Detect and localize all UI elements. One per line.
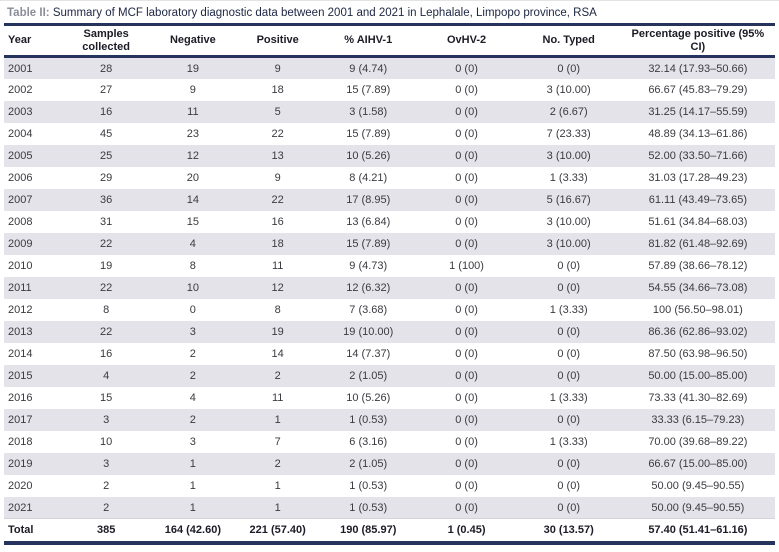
table-cell: 3 xyxy=(103,413,110,426)
table-cell: 7 xyxy=(274,435,281,448)
table-row xyxy=(4,211,775,233)
table-cell: 1 (3.33) xyxy=(549,303,588,316)
column-header: Negative xyxy=(150,26,235,57)
table-cell: 18 xyxy=(271,237,284,250)
table-cell: 20 xyxy=(186,171,199,184)
table-cell: 36 xyxy=(100,193,113,206)
table-cell: 0 (0) xyxy=(455,281,478,294)
table-cell: 19 xyxy=(271,325,284,338)
table-cell: 25 xyxy=(100,149,113,162)
column-header: Samples collected xyxy=(62,26,151,57)
total-cell: 221 (57.40) xyxy=(235,519,320,540)
table-cell: 1 xyxy=(189,457,196,470)
table-cell: 2007 xyxy=(8,193,33,206)
column-header: Percentage positive (95% CI) xyxy=(621,26,775,57)
table-cell: 2003 xyxy=(8,105,33,118)
table-cell: 0 (0) xyxy=(455,149,478,162)
table-cell: 1 (3.33) xyxy=(549,391,588,404)
table-cell: 50.00 (15.00–85.00) xyxy=(648,369,748,382)
table-cell: 70.00 (39.68–89.22) xyxy=(648,435,748,448)
table-cell: 2 xyxy=(103,501,110,514)
table-row xyxy=(4,167,775,189)
table-cell: 2 (1.05) xyxy=(349,457,388,470)
table-cell: 2001 xyxy=(8,62,33,75)
table-cell: 12 (6.32) xyxy=(346,281,391,294)
table-cell: 22 xyxy=(100,237,113,250)
divider-bottom xyxy=(4,541,775,545)
table-row xyxy=(4,101,775,123)
table-cell: 11 xyxy=(271,391,284,404)
table-cell: 7 (23.33) xyxy=(546,127,591,140)
table-cell: 0 (0) xyxy=(557,62,580,75)
table-row xyxy=(4,409,775,431)
table-cell: 4 xyxy=(189,391,196,404)
table-cell: 9 (4.73) xyxy=(349,259,388,272)
total-cell: 190 (85.97) xyxy=(320,519,416,540)
table-cell: 8 xyxy=(274,303,281,316)
table-cell: 17 (8.95) xyxy=(346,193,391,206)
table-cell: 29 xyxy=(100,171,113,184)
table-cell: 50.00 (9.45–90.55) xyxy=(651,501,745,514)
table-cell: 1 (3.33) xyxy=(549,435,588,448)
table-cell: 2004 xyxy=(8,127,33,140)
table-row xyxy=(4,233,775,255)
table-title xyxy=(4,1,775,23)
table-cell: 0 (0) xyxy=(455,347,478,360)
table-cell: 2 xyxy=(189,369,196,382)
table-cell: 3 xyxy=(103,457,110,470)
table-cell: 14 xyxy=(186,193,199,206)
table-cell: 5 xyxy=(274,105,281,118)
mcf-data-table xyxy=(4,26,775,540)
table-cell: 5 (16.67) xyxy=(546,193,591,206)
table-cell: 9 xyxy=(274,62,281,75)
table-cell: 0 (0) xyxy=(455,171,478,184)
table-cell: 12 xyxy=(186,149,199,162)
column-header: OvHV-2 xyxy=(416,26,516,57)
table-row xyxy=(4,79,775,101)
total-cell: Total xyxy=(4,519,62,540)
table-cell: 0 (0) xyxy=(557,501,580,514)
table-cell: 51.61 (34.84–68.03) xyxy=(648,215,748,228)
table-cell: 8 xyxy=(103,303,110,316)
table-cell: 0 (0) xyxy=(455,391,478,404)
table-row xyxy=(4,343,775,365)
table-cell: 10 (5.26) xyxy=(346,149,391,162)
table-cell: 2002 xyxy=(8,83,33,96)
table-cell: 1 (0.53) xyxy=(349,501,388,514)
table-cell: 3 (10.00) xyxy=(546,149,591,162)
table-cell: 2020 xyxy=(8,479,33,492)
table-cell: 48.89 (34.13–61.86) xyxy=(648,127,748,140)
table-cell: 22 xyxy=(271,127,284,140)
table-cell: 0 (0) xyxy=(557,259,580,272)
table-cell: 14 (7.37) xyxy=(346,347,391,360)
total-cell: 57.40 (51.41–61.16) xyxy=(621,519,775,540)
table-cell: 0 (0) xyxy=(455,215,478,228)
table-cell: 0 (0) xyxy=(455,325,478,338)
table-cell: 73.33 (41.30–82.69) xyxy=(648,391,748,404)
table-cell: 16 xyxy=(100,347,113,360)
table-cell: 3 (10.00) xyxy=(546,83,591,96)
table-cell: 22 xyxy=(100,281,113,294)
total-cell: 30 (13.57) xyxy=(517,519,621,540)
table-cell: 0 (0) xyxy=(455,413,478,426)
table-cell: 2015 xyxy=(8,369,33,382)
table-cell: 66.67 (45.83–79.29) xyxy=(648,83,748,96)
table-cell: 16 xyxy=(100,105,113,118)
table-cell: 19 (10.00) xyxy=(343,325,394,338)
table-cell: 14 xyxy=(271,347,284,360)
table-cell: 2017 xyxy=(8,413,33,426)
table-cell: 9 xyxy=(274,171,281,184)
table-cell: 87.50 (63.98–96.50) xyxy=(648,347,748,360)
table-cell: 9 (4.74) xyxy=(349,62,388,75)
column-header: No. Typed xyxy=(517,26,621,57)
table-cell: 2008 xyxy=(8,215,33,228)
table-cell: 4 xyxy=(103,369,110,382)
table-cell: 15 (7.89) xyxy=(346,83,391,96)
table-cell: 1 (0.53) xyxy=(349,479,388,492)
table-cell: 19 xyxy=(186,62,199,75)
table-cell: 31 xyxy=(100,215,113,228)
table-cell: 19 xyxy=(100,259,113,272)
table-cell: 27 xyxy=(100,83,113,96)
table-cell: 28 xyxy=(100,62,113,75)
table-cell: 4 xyxy=(189,237,196,250)
table-cell: 9 xyxy=(189,83,196,96)
header-row xyxy=(4,26,775,57)
table-cell: 54.55 (34.66–73.08) xyxy=(648,281,748,294)
table-cell: 0 (0) xyxy=(455,105,478,118)
table-cell: 32.14 (17.93–50.66) xyxy=(648,62,748,75)
table-cell: 0 (0) xyxy=(455,303,478,316)
table-cell: 2 xyxy=(189,347,196,360)
table-cell: 13 (6.84) xyxy=(346,215,391,228)
table-row xyxy=(4,145,775,167)
table-cell: 8 (4.21) xyxy=(349,171,388,184)
table-cell: 15 (7.89) xyxy=(346,237,391,250)
total-cell: 385 xyxy=(62,519,151,540)
table-cell: 0 (0) xyxy=(557,457,580,470)
table-cell: 2016 xyxy=(8,391,33,404)
table-cell: 6 (3.16) xyxy=(349,435,388,448)
table-cell: 10 xyxy=(186,281,199,294)
table-cell: 0 (0) xyxy=(455,457,478,470)
table-cell: 3 (10.00) xyxy=(546,215,591,228)
table-cell: 52.00 (33.50–71.66) xyxy=(648,149,748,162)
table-cell: 0 (0) xyxy=(557,479,580,492)
table-cell: 0 (0) xyxy=(557,347,580,360)
table-cell: 0 (0) xyxy=(455,479,478,492)
table-cell: 81.82 (61.48–92.69) xyxy=(648,237,748,250)
table-cell: 2 (6.67) xyxy=(549,105,588,118)
table-cell: 1 xyxy=(189,479,196,492)
table-cell: 86.36 (62.86–93.02) xyxy=(648,325,748,338)
table-cell: 31.25 (14.17–55.59) xyxy=(648,105,748,118)
table-row xyxy=(4,453,775,475)
table-cell: 12 xyxy=(271,281,284,294)
table-cell: 66.67 (15.00–85.00) xyxy=(648,457,748,470)
table-row xyxy=(4,57,775,79)
table-row xyxy=(4,299,775,321)
table-cell: 2006 xyxy=(8,171,33,184)
table-cell: 31.03 (17.28–49.23) xyxy=(648,171,748,184)
table-cell: 13 xyxy=(271,149,284,162)
table-cell: 2 (1.05) xyxy=(349,369,388,382)
total-cell: 1 (0.45) xyxy=(416,519,516,540)
table-row xyxy=(4,321,775,343)
table-cell: 2018 xyxy=(8,435,33,448)
table-cell: 0 (0) xyxy=(455,62,478,75)
table-cell: 1 (100) xyxy=(449,259,484,272)
table-cell: 16 xyxy=(271,215,284,228)
table-cell: 57.89 (38.66–78.12) xyxy=(648,259,748,272)
table-row xyxy=(4,475,775,497)
table-caption: Summary of MCF laboratory diagnostic data between 2001 and 2021 in Lephalale, Limpopo province, RSA xyxy=(52,7,597,19)
table-cell: 1 (3.33) xyxy=(549,171,588,184)
table-header xyxy=(4,26,775,57)
table-cell: 50.00 (9.45–90.55) xyxy=(651,479,745,492)
table-cell: 2 xyxy=(274,457,281,470)
table-cell: 18 xyxy=(271,83,284,96)
table-cell: 2014 xyxy=(8,347,33,360)
column-header: Year xyxy=(4,26,62,57)
table-cell: 2013 xyxy=(8,325,33,338)
table-cell: 22 xyxy=(271,193,284,206)
table-cell: 3 (10.00) xyxy=(546,237,591,250)
table-cell: 0 (0) xyxy=(557,413,580,426)
table-cell: 15 xyxy=(186,215,199,228)
table-cell: 1 xyxy=(189,501,196,514)
table-row xyxy=(4,277,775,299)
column-header: Positive xyxy=(235,26,320,57)
table-row xyxy=(4,365,775,387)
table-cell: 15 xyxy=(100,391,113,404)
table-cell: 0 (0) xyxy=(455,501,478,514)
table-row xyxy=(4,497,775,519)
table-cell: 0 (0) xyxy=(455,83,478,96)
table-cell: 61.11 (43.49–73.65) xyxy=(648,193,747,206)
table-cell: 2011 xyxy=(8,281,32,294)
table-cell: 8 xyxy=(189,259,196,272)
table-cell: 2 xyxy=(103,479,110,492)
table-cell: 0 (0) xyxy=(455,193,478,206)
table-cell: 2 xyxy=(189,413,196,426)
table-cell: 0 (0) xyxy=(455,127,478,140)
table-cell: 11 xyxy=(271,259,284,272)
table-cell: 11 xyxy=(187,105,199,118)
table-cell: 10 xyxy=(100,435,113,448)
table-cell: 1 xyxy=(274,413,281,426)
table-cell: 1 xyxy=(274,479,281,492)
table-row xyxy=(4,387,775,409)
table-cell: 2019 xyxy=(8,457,33,470)
table-row xyxy=(4,123,775,145)
table-cell: 2021 xyxy=(8,501,33,514)
table-cell: 0 (0) xyxy=(557,369,580,382)
table-cell: 1 (0.53) xyxy=(349,413,388,426)
total-row xyxy=(4,519,775,540)
table-row xyxy=(4,431,775,453)
table-number-label: Table II: xyxy=(7,7,50,19)
table-cell: 10 (5.26) xyxy=(346,391,391,404)
table-cell: 22 xyxy=(100,325,113,338)
column-header: % AIHV-1 xyxy=(320,26,416,57)
table-row xyxy=(4,189,775,211)
table-cell: 15 (7.89) xyxy=(346,127,391,140)
table-cell: 2010 xyxy=(8,259,33,272)
table-cell: 0 (0) xyxy=(455,435,478,448)
table-cell: 23 xyxy=(186,127,199,140)
table-cell: 100 (56.50–98.01) xyxy=(652,303,743,316)
table-row xyxy=(4,255,775,277)
table-cell: 0 xyxy=(189,303,196,316)
table-cell: 7 (3.68) xyxy=(349,303,388,316)
table-cell: 3 (1.58) xyxy=(349,105,388,118)
table-cell: 1 xyxy=(274,501,281,514)
table-cell: 0 (0) xyxy=(557,281,580,294)
table-body xyxy=(4,57,775,519)
table-cell: 45 xyxy=(100,127,113,140)
table-cell: 3 xyxy=(189,435,196,448)
table-cell: 2005 xyxy=(8,149,33,162)
table-cell: 0 (0) xyxy=(557,325,580,338)
table-cell: 2 xyxy=(274,369,281,382)
table-footer xyxy=(4,519,775,540)
table-cell: 0 (0) xyxy=(455,237,478,250)
table-cell: 0 (0) xyxy=(455,369,478,382)
table-cell: 33.33 (6.15–79.23) xyxy=(651,413,745,426)
table-cell: 3 xyxy=(189,325,196,338)
table-cell: 2009 xyxy=(8,237,33,250)
table-cell: 2012 xyxy=(8,303,33,316)
total-cell: 164 (42.60) xyxy=(150,519,235,540)
